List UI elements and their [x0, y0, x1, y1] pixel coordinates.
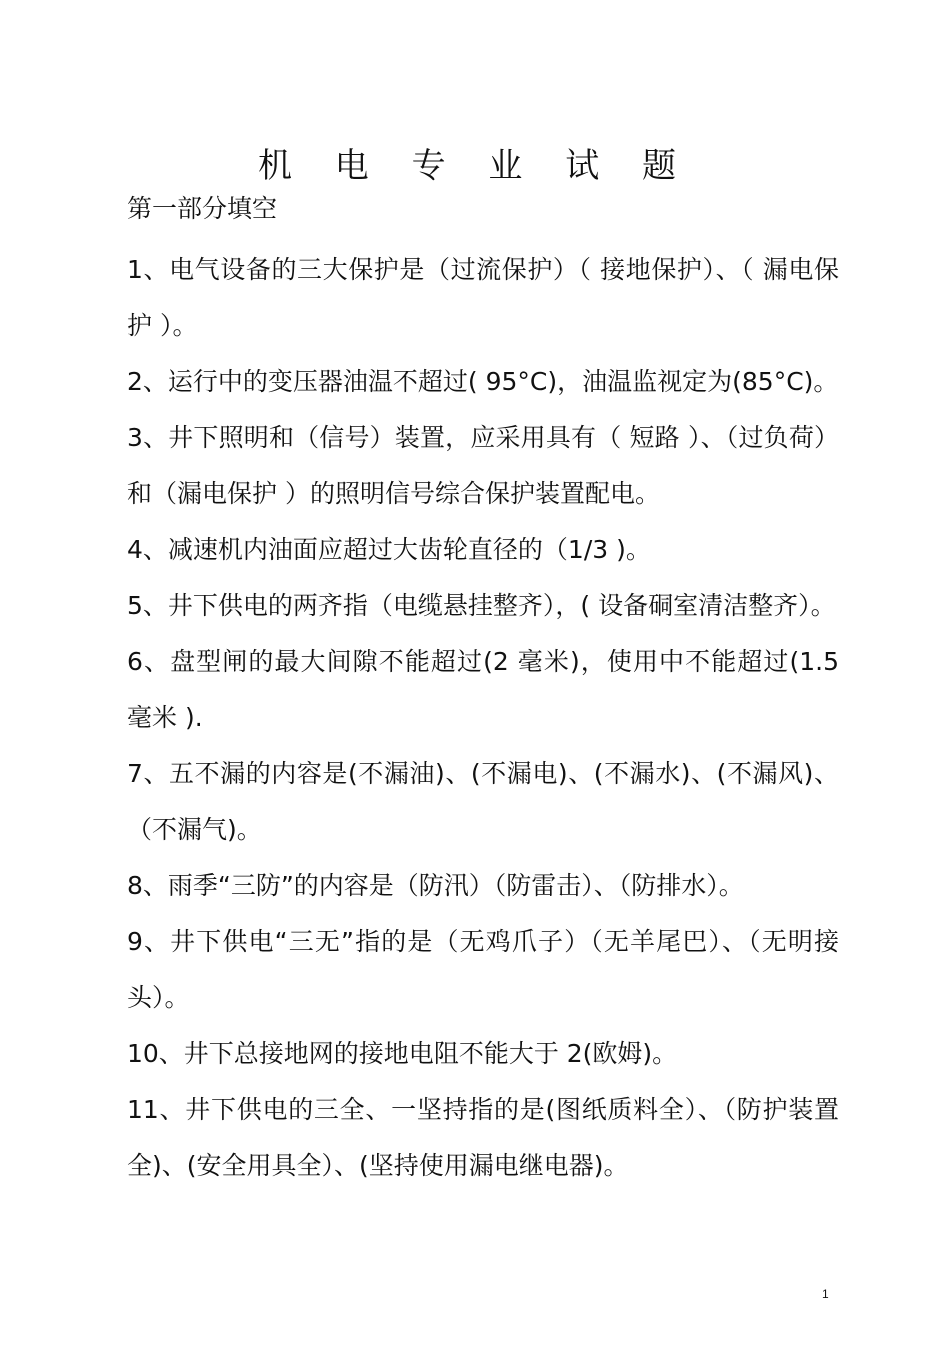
page-number: 1 [822, 1287, 829, 1301]
section-heading: 第一部分填空 [127, 194, 278, 223]
question-item: 1、电气设备的三大保护是（过流保护）（ 接地保护）、（ 漏电保护 ）。 [127, 255, 839, 340]
question-item: 8、雨季“三防”的内容是（防汛）（防雷击）、（防排水）。 [127, 871, 744, 900]
question-item: 4、减速机内油面应超过大齿轮直径的（1/3 )。 [127, 535, 651, 564]
question-item: 6、盘型闸的最大间隙不能超过(2 毫米)，使用中不能超过(1.5 毫米 ). [127, 647, 839, 732]
question-item: 2、运行中的变压器油温不超过( 95°C)，油温监视定为(85°C)。 [127, 367, 839, 396]
question-list [127, 242, 839, 1194]
question-item: 3、井下照明和（信号）装置，应采用具有（ 短路 ）、（过负荷）和（漏电保护 ）的照明信号综合保护装置配电。 [127, 423, 839, 508]
question-item: 7、五不漏的内容是(不漏油)、(不漏电)、(不漏水)、(不漏风)、（不漏气)。 [127, 759, 839, 844]
question-item: 11、井下供电的三全、一坚持指的是(图纸质料全）、（防护装置全)、(安全用具全）、(坚持使用漏电继电器)。 [127, 1095, 839, 1180]
question-item: 9、井下供电“三无”指的是（无鸡爪子）（无羊尾巴）、（无明接头）。 [127, 927, 839, 1012]
question-item: 10、井下总接地网的接地电阻不能大于 2(欧姆)。 [127, 1039, 678, 1068]
page-title: 机 电 专 业 试 题 [257, 146, 693, 186]
question-item: 5、井下供电的两齐指（电缆悬挂整齐），( 设备硐室清洁整齐）。 [127, 591, 836, 620]
